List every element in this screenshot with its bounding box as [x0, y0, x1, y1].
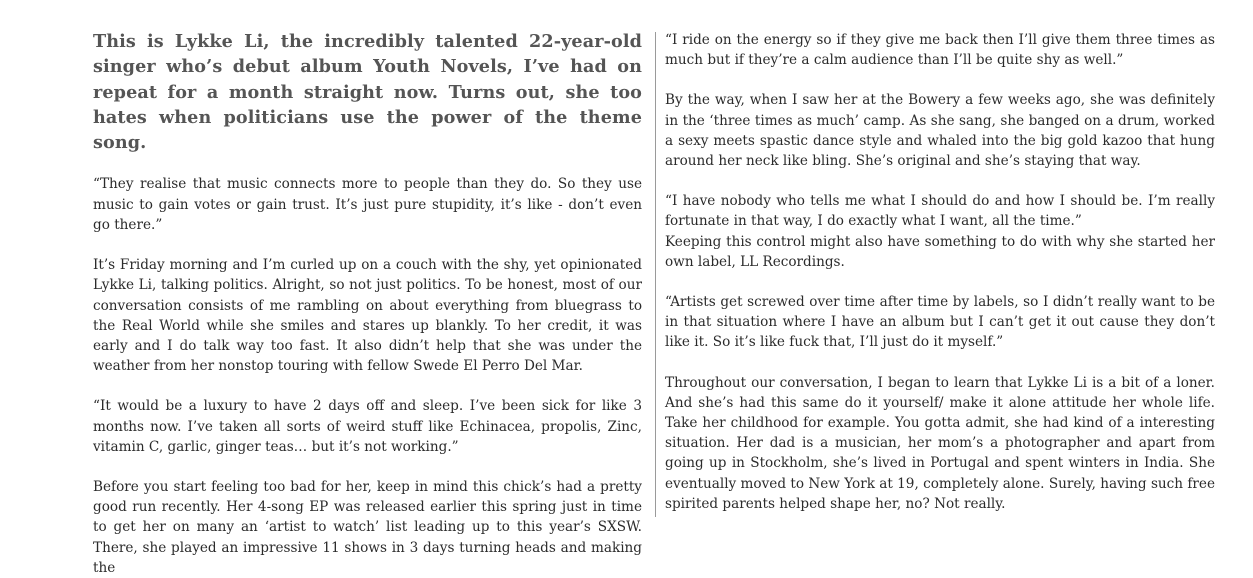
article-paragraph: “I have nobody who tells me what I should do and how I should be. I’m really fortunate in that way, I do exactly what I want, all the time.” — [665, 193, 1215, 230]
article-paragraph: It’s Friday morning and I’m curled up on a couch with the shy, yet opinionated Lykke Li, talking politics. Alright, so not just politics. To be honest, most of our conversation consists of me rambling on about everything from bluegrass to the Real World while she smiles and stares up blankly. To her credit, it was early and I do talk way too fast. It also didn’t help that she was under the weather from her nonstop touring with fellow Swede El Perro Del Mar. — [93, 257, 642, 375]
article-lead: This is Lykke Li, the incredibly talented 22-year-old singer who’s debut album Youth Novels, I’ve had on repeat for a month straight now. Turns out, she too hates when politicians use the power of the theme song. — [93, 31, 642, 154]
article-paragraph: “I ride on the energy so if they give me back then I’ll give them three times as much but if they’re a calm audience than I’ll be quite shy as well.” — [665, 32, 1215, 69]
article-paragraph: “It would be a luxury to have 2 days off and sleep. I’ve been sick for like 3 months now. I’ve taken all sorts of weird stuff like Echinacea, propolis, Zinc, vitamin C, garlic, ginger teas… but it’s not working.” — [93, 398, 642, 455]
article-paragraph: “They realise that music connects more to people than they do. So they use music to gain votes or gain trust. It’s just pure stupidity, it’s like - don’t even go there.” — [93, 176, 642, 233]
column-divider — [655, 32, 656, 517]
article-left-column — [93, 0, 642, 576]
article-paragraph: Throughout our conversation, I began to learn that Lykke Li is a bit of a loner. And she’s had this same do it yourself/ make it alone attitude her whole life. Take her childhood for example. You gotta admit, she had kind of a interesting situation. Her dad is a musician, her mom’s a photographer and apart from going up in Stockholm, she’s lived in Portugal and spent winters in India. She eventually moved to New York at 19, completely alone. Surely, having such free spirited parents helped shape her, no? Not really. — [665, 374, 1215, 512]
article-paragraph: Keeping this control might also have something to do with why she started her own label, LL Recordings. — [665, 233, 1215, 270]
article-paragraph: “Artists get screwed over time after time by labels, so I didn’t really want to be in that situation where I have an album but I can’t get it out cause they don’t like it. So it’s like fuck that, I’ll just do it myself.” — [665, 294, 1215, 351]
article-right-column — [665, 0, 1215, 517]
article-paragraph: Before you start feeling too bad for her, keep in mind this chick’s had a pretty good run recently. Her 4-song EP was released earlier this spring just in time to get her on many an ‘artist to watch’ list leading up to this year’s SXSW. There, she played an impressive 11 shows in 3 days turning heads and making the — [93, 478, 642, 576]
article-paragraph: By the way, when I saw her at the Bowery a few weeks ago, she was definitely in the ‘three times as much’ camp. As she sang, she banged on a drum, worked a sexy meets spastic dance style and whaled into the big gold kazoo that hung around her neck like bling. She’s original and she’s staying that way. — [665, 92, 1215, 170]
